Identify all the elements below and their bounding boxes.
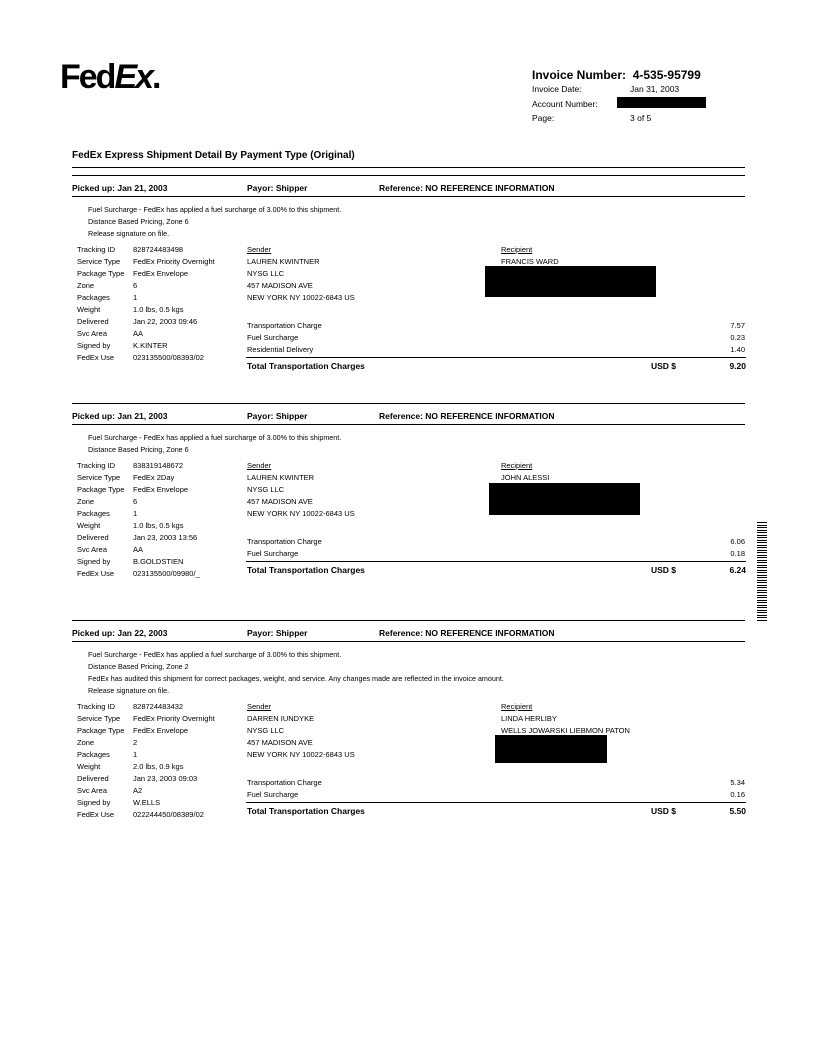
field-label: Package Type <box>77 269 125 278</box>
field-value: Jan 22, 2003 09:46 <box>133 317 198 326</box>
field-row-fedex_use <box>77 809 204 821</box>
fedex-logo: FedEx. <box>60 58 160 96</box>
field-label: Tracking ID <box>77 461 116 470</box>
reference: Reference: NO REFERENCE INFORMATION <box>379 411 555 421</box>
field-row-signed <box>77 797 160 809</box>
shipment-note: Distance Based Pricing, Zone 6 <box>88 217 189 226</box>
field-value: Jan 23, 2003 09:03 <box>133 774 198 783</box>
charge-amount: 5.34 <box>730 778 745 787</box>
charge-name: Fuel Surcharge <box>247 549 299 558</box>
sender-line: LAUREN KWINTER <box>247 473 315 482</box>
field-value: 2 <box>133 738 138 747</box>
field-row-delivered <box>77 532 197 544</box>
field-label: Zone <box>77 497 95 506</box>
sender-line: 457 MADISON AVE <box>247 738 313 747</box>
field-value: FedEx Envelope <box>133 269 189 278</box>
recipient-line: LINDA HERLIBY <box>501 714 557 723</box>
field-value: FedEx Priority Overnight <box>133 257 215 266</box>
account-number-label: Account Number: <box>532 99 598 109</box>
total-rule <box>246 802 746 803</box>
field-value: 6 <box>133 281 138 290</box>
field-row-delivered <box>77 773 197 785</box>
field-row-svc_area <box>77 328 143 340</box>
recipient-line: FRANCIS WARD <box>501 257 559 266</box>
field-value: 6 <box>133 497 138 506</box>
field-row-tracking <box>77 244 183 256</box>
charge-name: Residential Delivery <box>247 345 314 354</box>
shipment-note: Fuel Surcharge - FedEx has applied a fuel surcharge of 3.00% to this shipment. <box>88 433 342 442</box>
sender-line: DARREN IUNDYKE <box>247 714 315 723</box>
sender-line: NEW YORK NY 10022-6843 US <box>247 750 355 759</box>
total-label: Total Transportation Charges <box>247 361 365 371</box>
field-row-package <box>77 484 188 496</box>
field-row-delivered <box>77 316 197 328</box>
redacted-address <box>489 483 640 515</box>
picked-up-date: Picked up: Jan 21, 2003 <box>72 183 168 193</box>
section-head-rule <box>72 424 745 425</box>
field-value: 023135500/09980/_ <box>133 569 200 578</box>
field-value: K.KINTER <box>133 341 168 350</box>
field-value: AA <box>133 329 144 338</box>
field-label: Service Type <box>77 257 121 266</box>
field-row-weight <box>77 761 183 773</box>
field-row-packages <box>77 508 137 520</box>
field-label: FedEx Use <box>77 569 115 578</box>
field-value: 1.0 lbs, 0.5 kgs <box>133 521 184 530</box>
page-label: Page: <box>532 113 555 123</box>
field-row-package <box>77 725 188 737</box>
field-label: Svc Area <box>77 329 108 338</box>
field-row-weight <box>77 304 183 316</box>
field-label: Delivered <box>77 317 109 326</box>
sender-line: NYSG LLC <box>247 485 285 494</box>
total-amount: 5.50 <box>729 806 746 816</box>
charge-name: Fuel Surcharge <box>247 790 299 799</box>
page-title: FedEx Express Shipment Detail By Payment Type (Original) <box>72 150 355 161</box>
shipment-note: Distance Based Pricing, Zone 2 <box>88 662 189 671</box>
sender-line: NEW YORK NY 10022-6843 US <box>247 293 355 302</box>
payor: Payor: Shipper <box>247 628 308 638</box>
field-value: W.ELLS <box>133 798 161 807</box>
charge-name: Transportation Charge <box>247 778 322 787</box>
charge-amount: 0.18 <box>730 549 745 558</box>
section-head-rule <box>72 641 745 642</box>
field-label: FedEx Use <box>77 810 115 819</box>
field-row-service <box>77 472 174 484</box>
total-rule <box>246 561 746 562</box>
field-value: A2 <box>133 786 143 795</box>
field-value: 1 <box>133 509 138 518</box>
currency-label: USD $ <box>651 565 677 575</box>
field-label: Tracking ID <box>77 245 116 254</box>
currency-label: USD $ <box>651 361 677 371</box>
charge-amount: 0.23 <box>730 333 745 342</box>
sender-line: NYSG LLC <box>247 269 285 278</box>
total-amount: 9.20 <box>729 361 746 371</box>
charge-amount: 1.40 <box>730 345 745 354</box>
field-value: 023135500/08393/02 <box>133 353 204 362</box>
field-row-tracking <box>77 701 183 713</box>
shipment-note: FedEx has audited this shipment for correct packages, weight, and service. Any changes made are reflected in the invoice amount. <box>88 674 504 683</box>
field-value: 828724483498 <box>133 245 184 254</box>
field-label: Signed by <box>77 341 111 350</box>
field-label: Zone <box>77 281 95 290</box>
field-label: Service Type <box>77 714 121 723</box>
field-row-svc_area <box>77 544 143 556</box>
shipment-note: Fuel Surcharge - FedEx has applied a fuel surcharge of 3.00% to this shipment. <box>88 650 342 659</box>
sender-line: NYSG LLC <box>247 726 285 735</box>
field-label: Delivered <box>77 774 109 783</box>
barcode <box>757 522 767 622</box>
field-value: 1 <box>133 750 138 759</box>
currency-label: USD $ <box>651 806 677 816</box>
sender-line: 457 MADISON AVE <box>247 497 313 506</box>
field-row-signed <box>77 556 183 568</box>
divider <box>72 167 745 168</box>
field-label: Weight <box>77 521 101 530</box>
total-label: Total Transportation Charges <box>247 565 365 575</box>
field-value: 1 <box>133 293 138 302</box>
field-value: FedEx 2Day <box>133 473 175 482</box>
field-value: 2.0 lbs, 0.9 kgs <box>133 762 184 771</box>
field-value: 022244450/08389/02 <box>133 810 204 819</box>
recipient-line: WELLS JOWARSKI LIEBMON PATON <box>501 726 630 735</box>
field-row-packages <box>77 749 137 761</box>
field-value: B.GOLDSTIEN <box>133 557 184 566</box>
payor: Payor: Shipper <box>247 411 308 421</box>
field-value: Jan 23, 2003 13:56 <box>133 533 198 542</box>
sender-heading: Sender <box>247 702 272 711</box>
recipient-heading: Recipient <box>501 461 533 470</box>
charge-name: Transportation Charge <box>247 321 322 330</box>
field-row-zone <box>77 737 137 749</box>
field-label: FedEx Use <box>77 353 115 362</box>
charge-amount: 0.16 <box>730 790 745 799</box>
field-value: 1.0 lbs, 0.5 kgs <box>133 305 184 314</box>
field-row-service <box>77 256 215 268</box>
total-amount: 6.24 <box>729 565 746 575</box>
field-label: Signed by <box>77 557 111 566</box>
field-row-service <box>77 713 215 725</box>
field-label: Tracking ID <box>77 702 116 711</box>
invoice-number: Invoice Number: 4-535-95799 <box>532 68 701 82</box>
redacted-address <box>495 735 607 763</box>
picked-up-date: Picked up: Jan 22, 2003 <box>72 628 168 638</box>
total-rule <box>246 357 746 358</box>
sender-line: NEW YORK NY 10022-6843 US <box>247 509 355 518</box>
field-value: AA <box>133 545 144 554</box>
recipient-line: JOHN ALESSI <box>501 473 550 482</box>
charge-name: Fuel Surcharge <box>247 333 299 342</box>
invoice-date-label: Invoice Date: <box>532 84 582 94</box>
shipment-note: Release signature on file. <box>88 686 170 695</box>
shipment-note: Release signature on file. <box>88 229 170 238</box>
field-value: FedEx Priority Overnight <box>133 714 215 723</box>
field-value: 828724483432 <box>133 702 184 711</box>
field-row-zone <box>77 496 137 508</box>
page-number: 3 of 5 <box>630 113 652 123</box>
total-label: Total Transportation Charges <box>247 806 365 816</box>
charge-amount: 6.06 <box>730 537 745 546</box>
charge-amount: 7.57 <box>730 321 745 330</box>
field-value: 838319148672 <box>133 461 184 470</box>
field-row-svc_area <box>77 785 142 797</box>
field-label: Weight <box>77 305 101 314</box>
field-label: Weight <box>77 762 101 771</box>
recipient-heading: Recipient <box>501 245 533 254</box>
field-row-zone <box>77 280 137 292</box>
redacted-account <box>617 97 706 108</box>
shipment-note: Fuel Surcharge - FedEx has applied a fuel surcharge of 3.00% to this shipment. <box>88 205 342 214</box>
shipment-note: Distance Based Pricing, Zone 6 <box>88 445 189 454</box>
field-value: FedEx Envelope <box>133 726 189 735</box>
sender-line: LAUREN KWINTNER <box>247 257 320 266</box>
field-label: Packages <box>77 750 110 759</box>
field-row-tracking <box>77 460 183 472</box>
redacted-address <box>485 266 656 297</box>
field-label: Packages <box>77 293 110 302</box>
field-label: Svc Area <box>77 786 108 795</box>
field-row-signed <box>77 340 168 352</box>
field-label: Service Type <box>77 473 121 482</box>
reference: Reference: NO REFERENCE INFORMATION <box>379 183 555 193</box>
field-label: Zone <box>77 738 95 747</box>
field-row-packages <box>77 292 137 304</box>
field-label: Svc Area <box>77 545 108 554</box>
sender-heading: Sender <box>247 245 272 254</box>
field-label: Signed by <box>77 798 111 807</box>
charge-name: Transportation Charge <box>247 537 322 546</box>
field-row-fedex_use <box>77 352 204 364</box>
field-value: FedEx Envelope <box>133 485 189 494</box>
reference: Reference: NO REFERENCE INFORMATION <box>379 628 555 638</box>
field-label: Delivered <box>77 533 109 542</box>
section-top-rule <box>72 403 745 404</box>
section-top-rule <box>72 175 745 176</box>
field-row-weight <box>77 520 183 532</box>
field-row-package <box>77 268 188 280</box>
field-row-fedex_use <box>77 568 200 580</box>
section-head-rule <box>72 196 745 197</box>
picked-up-date: Picked up: Jan 21, 2003 <box>72 411 168 421</box>
section-top-rule <box>72 620 745 621</box>
field-label: Package Type <box>77 485 125 494</box>
field-label: Package Type <box>77 726 125 735</box>
sender-line: 457 MADISON AVE <box>247 281 313 290</box>
payor: Payor: Shipper <box>247 183 308 193</box>
sender-heading: Sender <box>247 461 272 470</box>
invoice-date: Jan 31, 2003 <box>630 84 680 94</box>
recipient-heading: Recipient <box>501 702 533 711</box>
field-label: Packages <box>77 509 110 518</box>
